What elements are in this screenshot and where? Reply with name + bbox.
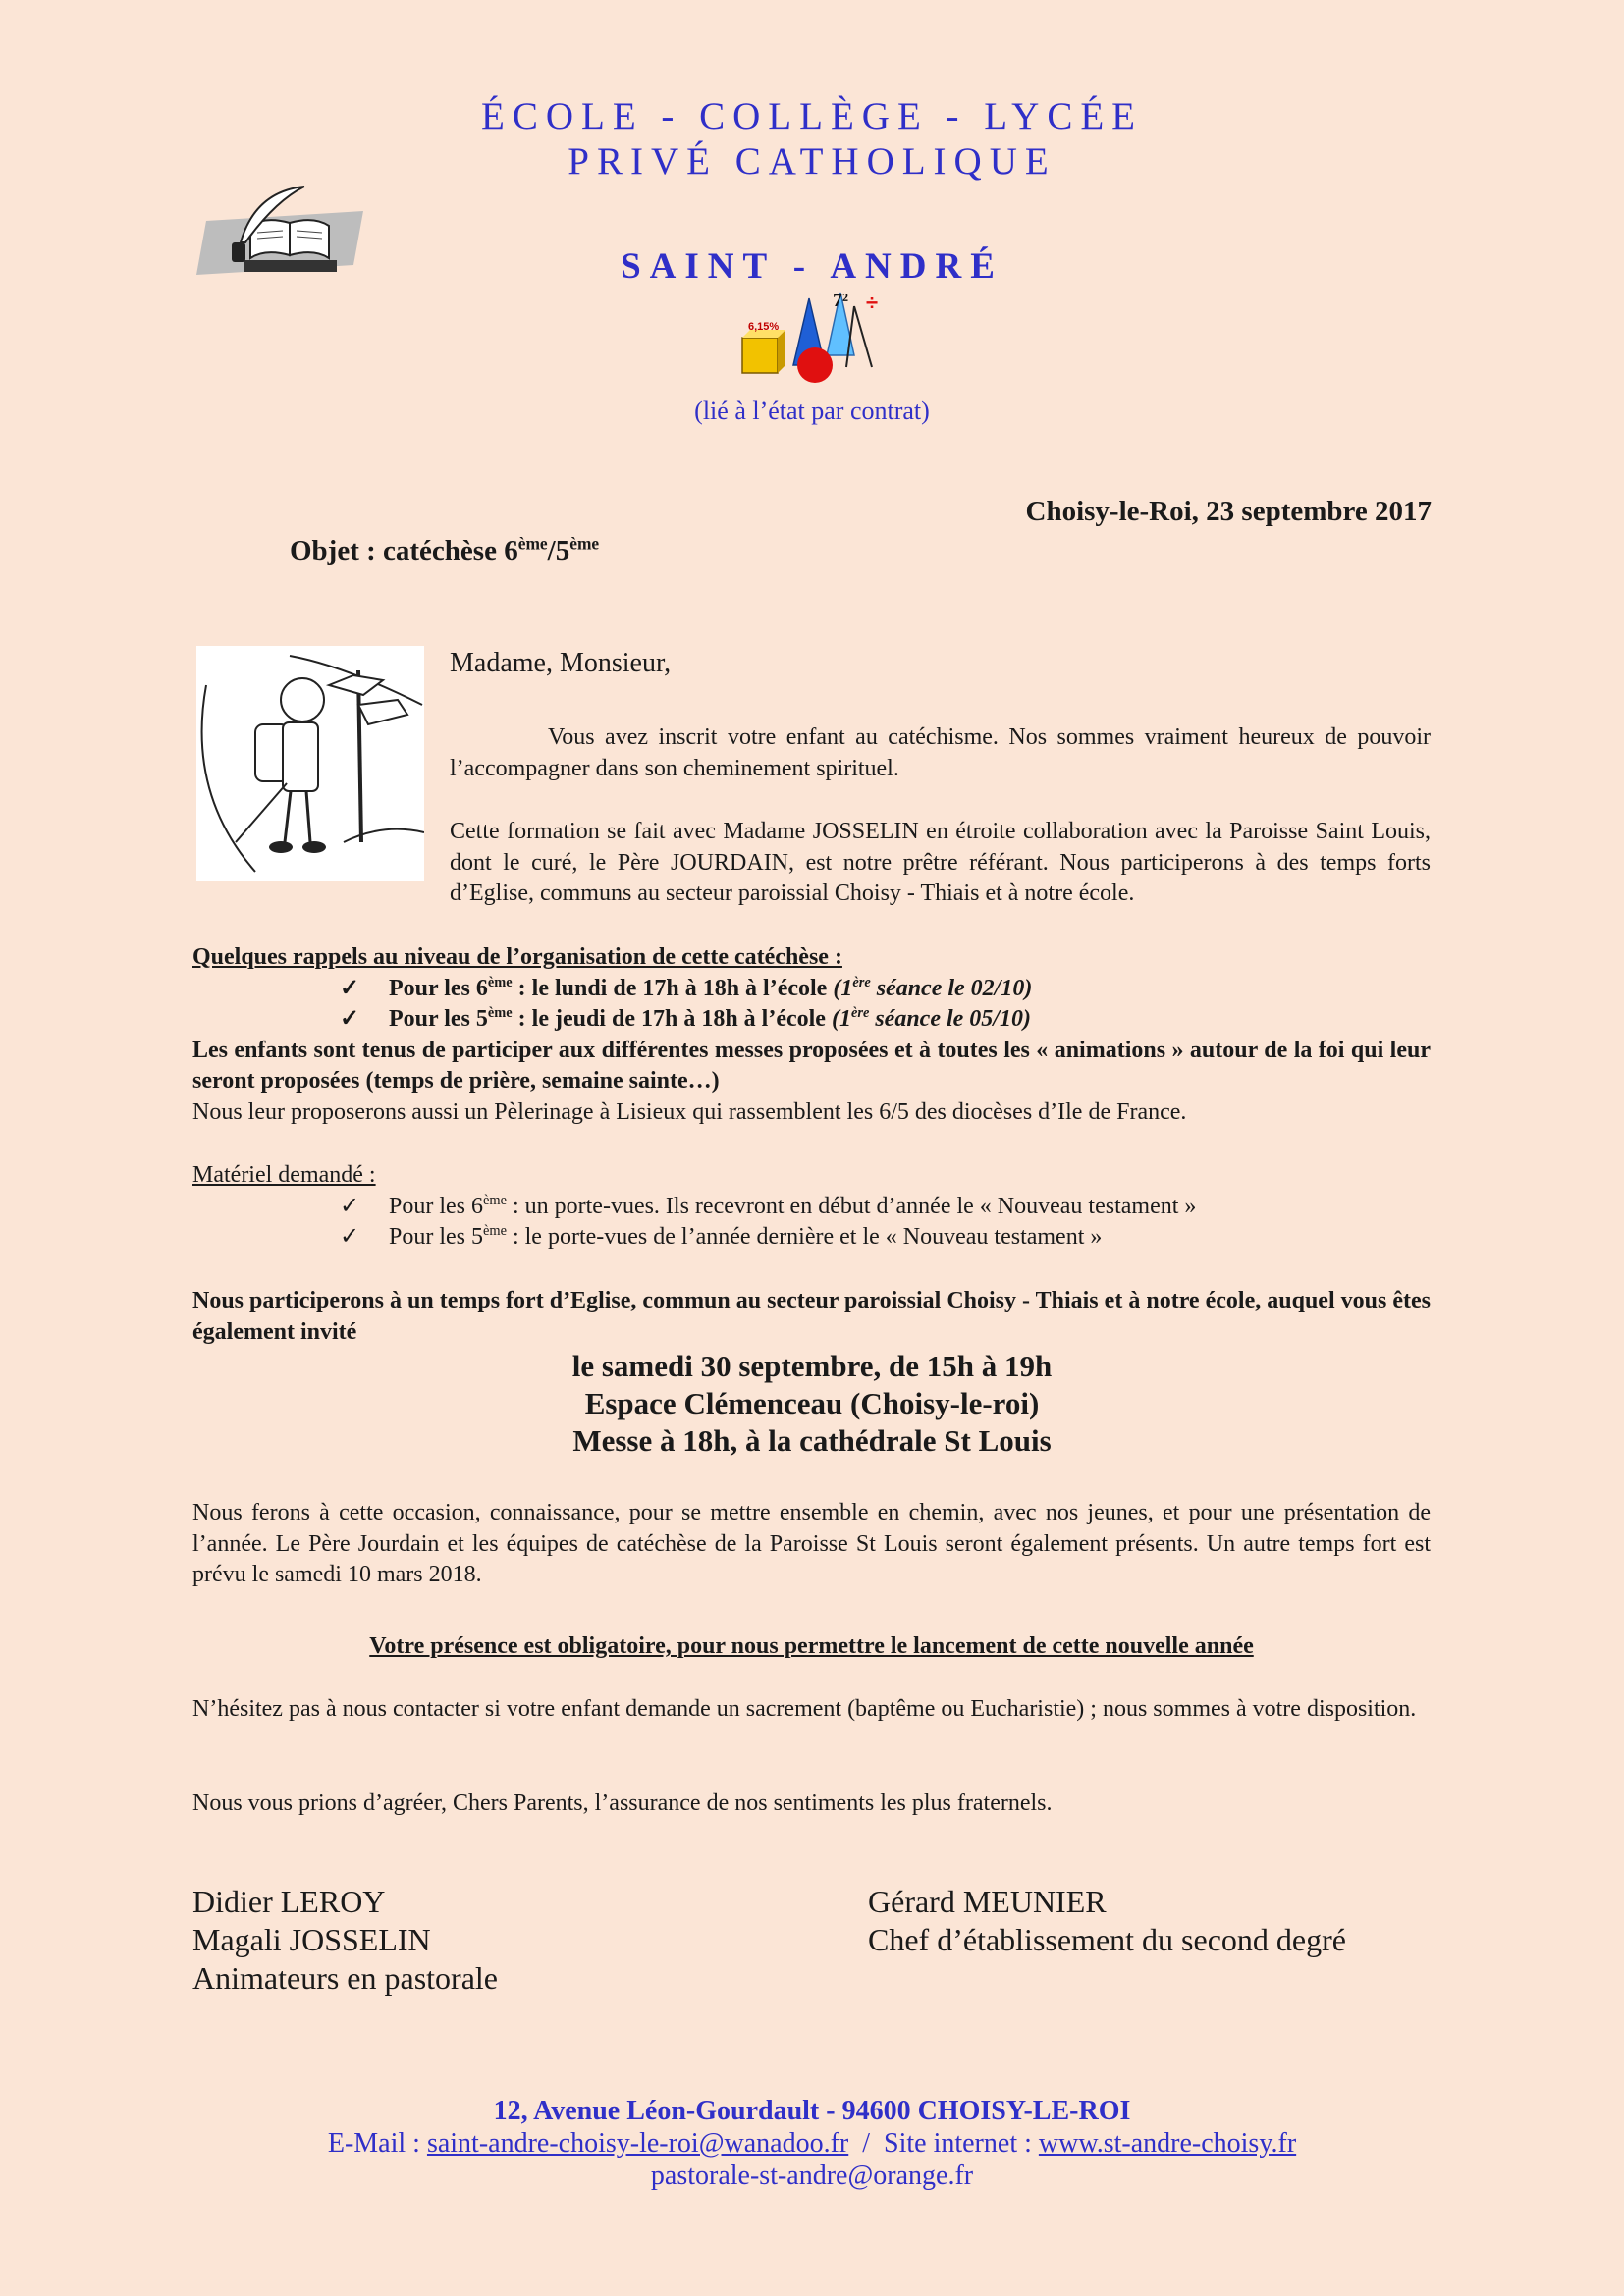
rappels-participation: Les enfants sont tenus de participer aux différentes messes proposées et à toutes les « animations » autour de la foi qui leur seront proposées (temps de prière, semaine sainte…) — [192, 1037, 1431, 1094]
rappels-pelerinage: Nous leur proposerons aussi un Pèlerinage à Lisieux qui rassemblent les 6/5 des diocèses d’Ile de France. — [192, 1098, 1187, 1125]
contract-note: (lié à l’état par contrat) — [694, 397, 930, 425]
letter-date: Choisy-le-Roi, 23 septembre 2017 — [1025, 496, 1432, 527]
rappels-section — [192, 942, 1431, 1128]
footer-email-pastorale[interactable]: pastorale-st-andre@orange.fr — [650, 2161, 974, 2191]
rappels-item-5eme: ✓ Pour les 5ème : le jeudi de 17h à 18h à l’école (1ère séance le 05/10) — [192, 1004, 1431, 1036]
checkmark-icon: ✓ — [340, 975, 360, 1001]
header-line-2: PRIVÉ CATHOLIQUE — [568, 140, 1056, 183]
paragraph-formation: Cette formation se fait avec Madame JOSSELIN en étroite collaboration avec la Paroisse Saint Louis, dont le curé, le Père JOURDAIN, est notre prêtre référant. Nous participerons à des temps forts d’Eglise, communs au secteur paroissial Choisy - Thiais et à notre école. — [450, 819, 1431, 906]
svg-text:÷: ÷ — [866, 291, 879, 315]
website-link[interactable]: www.st-andre-choisy.fr — [1038, 2128, 1297, 2159]
school-name: SAINT - ANDRÉ — [621, 246, 1003, 287]
mandatory-notice: Votre présence est obligatoire, pour nous permettre le lancement de cette nouvelle année — [369, 1633, 1254, 1659]
signatory-josselin: Magali JOSSELIN — [192, 1922, 431, 1957]
temps-fort-paragraph: Nous participerons à un temps fort d’Eglise, commun au secteur paroissial Choisy - Thiais et à notre école, auquel vous êtes également invité — [192, 1288, 1431, 1345]
logo-power-text: 7² — [833, 290, 848, 311]
materiel-item-5eme: ✓ Pour les 5ème : le porte-vues de l’année dernière et le « Nouveau testament » — [192, 1222, 1431, 1254]
math-shapes-logo — [738, 287, 895, 385]
letter-subject: Objet : catéchèse 6ème/5ème — [290, 533, 600, 566]
header-line-1: ÉCOLE - COLLÈGE - LYCÉE — [481, 95, 1143, 137]
checkmark-icon: ✓ — [340, 1224, 360, 1250]
paragraph-closing: Nous vous prions d’agréer, Chers Parents, l’assurance de nos sentiments les plus fraternels. — [192, 1790, 1053, 1816]
signatory-leroy: Didier LEROY — [192, 1884, 386, 1919]
signatory-role-pastorale: Animateurs en pastorale — [192, 1960, 498, 1996]
event-block — [0, 1348, 1624, 1460]
signature-left — [192, 1883, 498, 1998]
event-mass: Messe à 18h, à la cathédrale St Louis — [572, 1423, 1052, 1458]
child-signpost-illustration — [196, 646, 424, 881]
event-date: le samedi 30 septembre, de 15h à 19h — [571, 1349, 1053, 1383]
materiel-section — [192, 1160, 1431, 1254]
email-link[interactable]: saint-andre-choisy-le-roi@wanadoo.fr — [426, 2128, 849, 2159]
signatory-meunier: Gérard MEUNIER — [868, 1884, 1107, 1919]
materiel-item-6eme: ✓ Pour les 6ème : un porte-vues. Ils recevront en début d’année le « Nouveau testament » — [192, 1192, 1431, 1223]
signature-right — [868, 1883, 1346, 1959]
rappels-title: Quelques rappels au niveau de l’organisation de cette catéchèse : — [192, 944, 842, 970]
materiel-title: Matériel demandé : — [192, 1162, 376, 1188]
greeting: Madame, Monsieur, — [450, 648, 672, 678]
checkmark-icon: ✓ — [340, 1006, 360, 1032]
footer-contacts: E-Mail : saint-andre-choisy-le-roi@wanadoo.fr / Site internet : www.st-andre-choisy.fr — [327, 2128, 1297, 2159]
logo-percent-text: 6,15% — [748, 321, 780, 333]
signatory-role-chef: Chef d’établissement du second degré — [868, 1922, 1346, 1957]
paragraph-contact: N’hésitez pas à nous contacter si votre enfant demande un sacrement (baptême ou Eucharistie) ; nous sommes à votre disposition. — [192, 1696, 1417, 1722]
event-place: Espace Clémenceau (Choisy-le-roi) — [584, 1386, 1040, 1420]
footer-address: 12, Avenue Léon-Gourdault - 94600 CHOISY-LE-ROI — [493, 2096, 1131, 2126]
checkmark-icon: ✓ — [340, 1193, 360, 1219]
rappels-item-6eme: ✓ Pour les 6ème : le lundi de 17h à 18h à l’école (1ère séance le 02/10) — [192, 974, 1431, 1005]
school-header — [0, 94, 1624, 185]
paragraph-occasion: Nous ferons à cette occasion, connaissance, pour se mettre ensemble en chemin, avec nos jeunes, et pour une présentation de l’année. Le Père Jourdain et les équipes de catéchèse de la Paroisse St Louis seront également présents. Un autre temps fort est prévu le samedi 10 mars 2018. — [192, 1500, 1431, 1587]
footer — [0, 2095, 1624, 2192]
paragraph-enrollment: Vous avez inscrit votre enfant au catéchisme. Nos sommes vraiment heureux de pouvoir l’accompagner dans son cheminement spirituel. — [450, 724, 1431, 781]
